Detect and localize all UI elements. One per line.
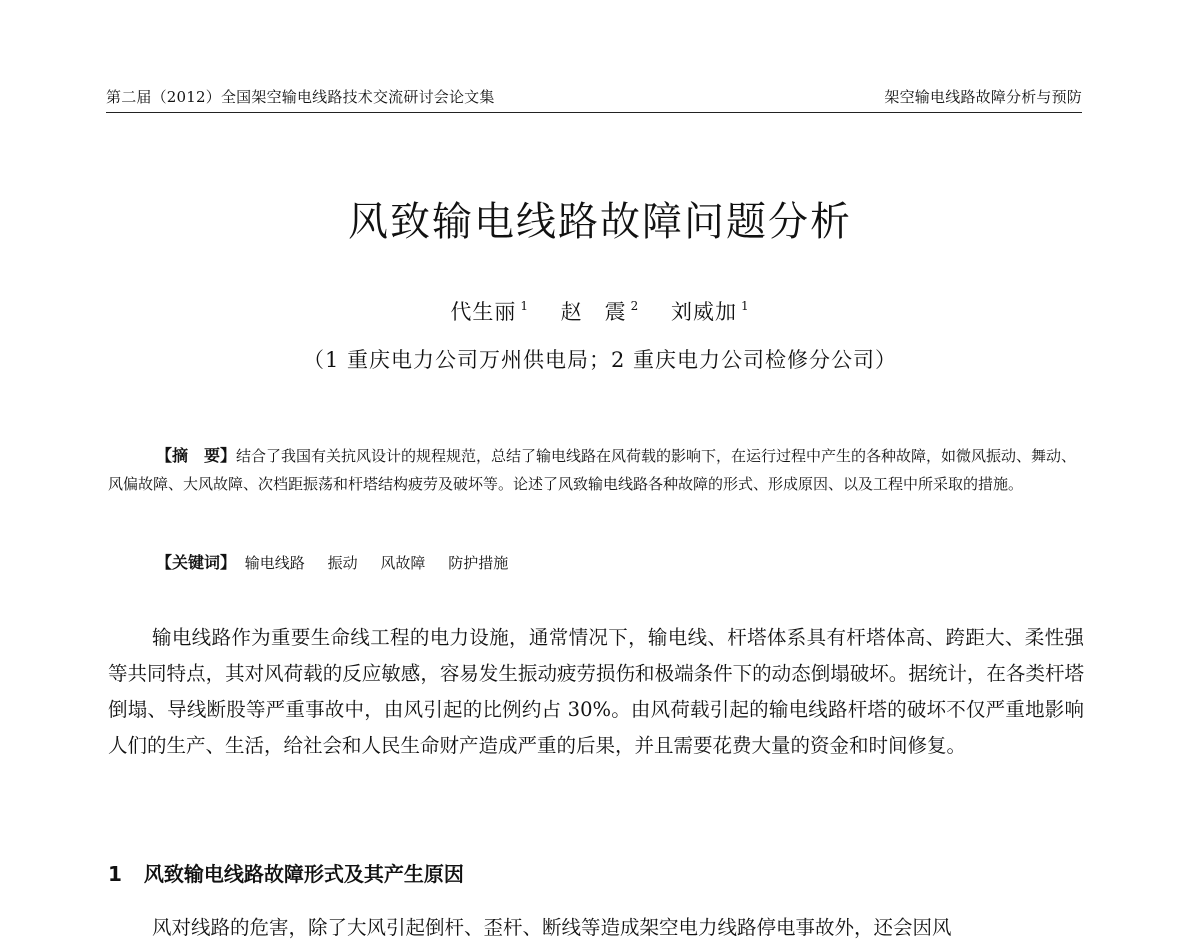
keywords-label: 【关键词】 [156,553,237,572]
running-header [106,82,1082,113]
author-1 [450,300,529,324]
header-proceedings-title: 第二届（2012）全国架空输电线路技术交流研讨会论文集 [106,88,495,106]
author-3 [671,300,750,324]
header-section-title: 架空输电线路故障分析与预防 [884,88,1082,106]
author-affil-mark: 2 [630,299,640,313]
section-title: 风致输电线路故障形式及其产生原因 [143,862,464,886]
author-list [0,296,1200,326]
author-affil-mark: 1 [520,299,529,313]
keywords [156,550,526,573]
keyword: 风故障 [380,554,426,572]
abstract-paragraph [108,442,1082,498]
section-1-body [108,910,1084,946]
author-name: 刘威加 [671,300,737,324]
keyword: 防护措施 [448,554,509,572]
section-number: 1 [108,862,122,886]
keyword: 振动 [327,554,358,572]
affiliation-line: （1 重庆电力公司万州供电局；2 重庆电力公司检修分公司） [302,348,898,372]
author-name: 赵 震 [560,300,627,324]
section-1-paragraph: 风对线路的危害，除了大风引起倒杆、歪杆、断线等造成架空电力线路停电事故外，还会因风 [152,916,952,939]
keyword: 输电线路 [244,554,305,572]
intro-paragraph: 输电线路作为重要生命线工程的电力设施，通常情况下，输电线、杆塔体系具有杆塔体高、跨距大、柔性强等共同特点，其对风荷载的反应敏感，容易发生振动疲劳损伤和极端条件下的动态倒塌破坏。据统计，在各类杆塔倒塌、导线断股等严重事故中，由风引起的比例约占 30%。由风荷载引起的输电线路杆塔的破坏不仅严重地影响人们的生产、生活，给社会和人民生命财产造成严重的后果，并且需要花费大量的资金和时间修复。 [108,626,1084,757]
intro-section [108,620,1084,764]
abstract-label: 【摘 要】 [156,446,237,465]
author-2 [561,300,640,324]
author-name: 代生丽 [450,300,517,324]
abstract-text: 结合了我国有关抗风设计的规程规范，总结了输电线路在风荷载的影响下，在运行过程中产生的各种故障，如微风振动、舞动、风偏故障、大风故障、次档距振荡和杆塔结构疲劳及破坏等。论述了风致输电线路各种故障的形式、形成原因、以及工程中所采取的措施。 [108,447,1077,493]
section-1-heading [108,858,464,887]
paper-title: 风致输电线路故障问题分析 [348,199,852,245]
author-affil-mark: 1 [741,299,750,313]
abstract [108,442,1082,498]
